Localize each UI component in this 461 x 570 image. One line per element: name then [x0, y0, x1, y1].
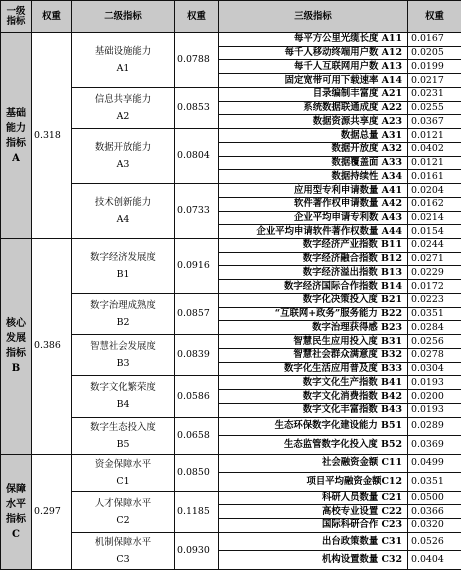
level2-name-line: 数据开放能力 — [94, 142, 152, 154]
level3-name: 企业平均申请软件著作权数量 A44 — [219, 225, 408, 239]
level3-name: 出台政策数量 C31 — [219, 532, 408, 550]
level3-name: 智慧社会群众满意度 B32 — [219, 348, 408, 362]
level2-name-cell — [72, 376, 175, 417]
table-body — [1, 33, 461, 570]
level3-weight: 0.0200 — [408, 390, 461, 404]
level2-weight: 0.0586 — [175, 376, 219, 417]
level2-name-line: A2 — [116, 111, 130, 123]
level3-name: 固定宽带可用下载速率 A14 — [219, 74, 408, 88]
level3-weight: 0.0351 — [408, 473, 461, 491]
level3-weight: 0.0499 — [408, 454, 461, 472]
level3-name: 数字文化生产指数 B41 — [219, 376, 408, 390]
level2-weight: 0.0857 — [175, 293, 219, 334]
level2-name-line: C2 — [116, 514, 130, 526]
level3-name: “互联网+政务”服务能力 B22 — [219, 307, 408, 321]
table-header — [1, 1, 461, 33]
level3-name: 数字化决策投入度 B21 — [219, 293, 408, 307]
header-level2: 二级指标 — [72, 1, 175, 33]
level1-name-line: A — [12, 152, 20, 164]
level3-weight: 0.0402 — [408, 142, 461, 156]
level2-weight: 0.0733 — [175, 184, 219, 239]
level3-weight: 0.0121 — [408, 129, 461, 143]
level3-weight: 0.0167 — [408, 33, 461, 47]
level2-name-line: A3 — [116, 159, 130, 171]
level1-name-line: 核心 — [6, 318, 26, 330]
level3-name: 数字经济溢出指数 B13 — [219, 266, 408, 280]
level3-weight: 0.0289 — [408, 417, 461, 435]
level1-name-line: 基础 — [6, 107, 26, 119]
level2-name-line: 资金保障水平 — [94, 458, 152, 470]
level2-name-cell — [72, 239, 175, 294]
level1-name-line: 指标 — [6, 513, 26, 525]
header-level1-line: 一级 — [6, 5, 26, 17]
level3-weight: 0.0193 — [408, 376, 461, 390]
level2-weight: 0.0930 — [175, 532, 219, 569]
level2-name-cell — [72, 454, 175, 491]
header-level1-line: 指标 — [6, 15, 26, 27]
level3-name: 每千人互联网用户数 A13 — [219, 60, 408, 74]
level2-weight: 0.0916 — [175, 239, 219, 294]
level2-name-cell — [72, 33, 175, 88]
level2-weight: 0.0850 — [175, 454, 219, 491]
level2-name-cell — [72, 491, 175, 532]
level2-name-line: 智慧社会发展度 — [90, 341, 156, 353]
level2-weight: 0.0788 — [175, 33, 219, 88]
level3-name: 数据总量 A31 — [219, 129, 408, 143]
level3-name: 数据持续性 A34 — [219, 170, 408, 184]
level2-weight: 0.0853 — [175, 87, 219, 128]
level1-name-line: C — [12, 528, 20, 540]
level2-name-cell — [72, 87, 175, 128]
level3-weight: 0.0369 — [408, 436, 461, 454]
level3-weight: 0.0162 — [408, 197, 461, 211]
level3-name: 每平方公里光缆长度 A11 — [219, 33, 408, 47]
level2-name-line: 数字治理成熟度 — [90, 300, 156, 312]
level3-name: 机构设置数量 C32 — [219, 551, 408, 570]
level2-name-line: 人才保障水平 — [94, 497, 152, 509]
level1-name-line: B — [11, 363, 21, 375]
level3-name: 科研人员数量 C21 — [219, 491, 408, 505]
level3-name: 数字经济国际合作指数 B14 — [219, 280, 408, 294]
table-row — [1, 33, 461, 47]
level3-weight: 0.0278 — [408, 348, 461, 362]
level1-name-line: 水平 — [6, 498, 26, 510]
level1-name-line: 指标 — [6, 348, 26, 360]
level3-weight: 0.0500 — [408, 491, 461, 505]
level2-name-line: 数字文化繁荣度 — [90, 382, 156, 394]
level2-name-cell — [72, 335, 175, 376]
level3-weight: 0.0193 — [408, 403, 461, 417]
level3-name: 智慧民生应用投入度 B31 — [219, 335, 408, 349]
level1-weight: 0.297 — [32, 454, 72, 569]
level1-weight: 0.318 — [32, 33, 72, 239]
level3-weight: 0.0366 — [408, 505, 461, 519]
level3-weight: 0.0121 — [408, 156, 461, 170]
level3-name: 数字文化消费指数 B42 — [219, 390, 408, 404]
level2-name-cell — [72, 417, 175, 454]
level2-name-line: A4 — [116, 214, 130, 226]
level1-weight: 0.386 — [32, 239, 72, 455]
level2-name-cell — [72, 293, 175, 334]
level2-weight: 0.0658 — [175, 417, 219, 454]
level3-name: 系统数据联通成度 A22 — [219, 101, 408, 115]
level2-name-line: B1 — [116, 268, 130, 280]
level3-name: 数字文化丰富指数 B43 — [219, 403, 408, 417]
level3-weight: 0.0172 — [408, 280, 461, 294]
level3-name: 生态环保数字化建设能力 B51 — [219, 417, 408, 435]
level1-name-line: 发展 — [6, 333, 26, 345]
level3-weight: 0.0367 — [408, 115, 461, 129]
level3-name: 数字治理获得感 B23 — [219, 321, 408, 335]
level2-name-line: B2 — [116, 317, 130, 329]
level3-name: 企业平均申请专利数 A43 — [219, 211, 408, 225]
level2-name-cell — [72, 129, 175, 184]
level3-weight: 0.0205 — [408, 46, 461, 60]
level3-weight: 0.0154 — [408, 225, 461, 239]
level3-name: 国际科研合作 C23 — [219, 518, 408, 532]
level3-weight: 0.0231 — [408, 87, 461, 101]
level3-weight: 0.0271 — [408, 252, 461, 266]
level3-name: 项目平均融资金额C12 — [219, 473, 408, 491]
level3-name: 数据覆盖面 A33 — [219, 156, 408, 170]
level3-name: 应用型专利申请数量 A41 — [219, 184, 408, 198]
level2-name-line: C3 — [116, 553, 130, 565]
level3-name: 目录编制丰富度 A21 — [219, 87, 408, 101]
level3-name: 数据开放度 A32 — [219, 142, 408, 156]
level2-name-line: 信息共享能力 — [94, 94, 152, 106]
level3-weight: 0.0217 — [408, 74, 461, 88]
level3-weight: 0.0244 — [408, 239, 461, 253]
level2-name-cell — [72, 532, 175, 569]
level3-weight: 0.0320 — [408, 518, 461, 532]
level1-name-cell — [1, 239, 32, 455]
level1-name-cell — [1, 33, 32, 239]
level1-name-line: 指标 — [6, 137, 26, 149]
header-level1-weight: 权重 — [32, 1, 72, 33]
level2-name-line: B5 — [116, 438, 130, 450]
header-level1 — [1, 1, 32, 33]
level3-name: 每千人移动终端用户数 A12 — [219, 46, 408, 60]
level1-name-cell — [1, 454, 32, 569]
level1-name-line: 保障 — [6, 483, 26, 495]
level3-weight: 0.0404 — [408, 551, 461, 570]
level3-weight: 0.0161 — [408, 170, 461, 184]
header-level3: 三级指标 — [219, 1, 408, 33]
level2-weight: 0.0804 — [175, 129, 219, 184]
level3-weight: 0.0255 — [408, 101, 461, 115]
level3-weight: 0.0204 — [408, 184, 461, 198]
level3-weight: 0.0304 — [408, 362, 461, 376]
level2-name-line: B3 — [116, 358, 130, 370]
level2-name-cell — [72, 184, 175, 239]
level3-weight: 0.0284 — [408, 321, 461, 335]
level2-name-line: B4 — [116, 399, 130, 411]
level3-name: 软件著作权申请数量 A42 — [219, 197, 408, 211]
level1-name-line: 能力 — [6, 122, 26, 134]
table-row — [1, 454, 461, 472]
header-level2-weight: 权重 — [175, 1, 219, 33]
level2-name-line: A1 — [116, 62, 130, 74]
level2-weight: 0.1185 — [175, 491, 219, 532]
level3-name: 数字经济产业指数 B11 — [219, 239, 408, 253]
level3-weight: 0.0526 — [408, 532, 461, 550]
level2-name-line: 数字生态投入度 — [90, 421, 156, 433]
level3-weight: 0.0214 — [408, 211, 461, 225]
level2-name-line: C1 — [116, 475, 130, 487]
level2-name-line: 技术创新能力 — [94, 197, 152, 209]
level3-name: 数字经济融合指数 B12 — [219, 252, 408, 266]
level2-weight: 0.0839 — [175, 335, 219, 376]
level3-name: 高校专业设置 C22 — [219, 505, 408, 519]
level2-name-line: 机制保障水平 — [94, 536, 152, 548]
level3-weight: 0.0223 — [408, 293, 461, 307]
header-level3-weight: 权重 — [408, 1, 461, 33]
level3-name: 数字化生活应用普及度 B33 — [219, 362, 408, 376]
table-row — [1, 239, 461, 253]
level3-name: 生态监管数字化投入度 B52 — [219, 436, 408, 454]
level2-name-line: 基础设施能力 — [94, 45, 152, 57]
level3-weight: 0.0229 — [408, 266, 461, 280]
level3-weight: 0.0351 — [408, 307, 461, 321]
level3-weight: 0.0199 — [408, 60, 461, 74]
level3-name: 数据资源共享度 A23 — [219, 115, 408, 129]
level3-weight: 0.0256 — [408, 335, 461, 349]
level2-name-line: 数字经济发展度 — [90, 251, 156, 263]
level3-name: 社会融资金额 C11 — [219, 454, 408, 472]
